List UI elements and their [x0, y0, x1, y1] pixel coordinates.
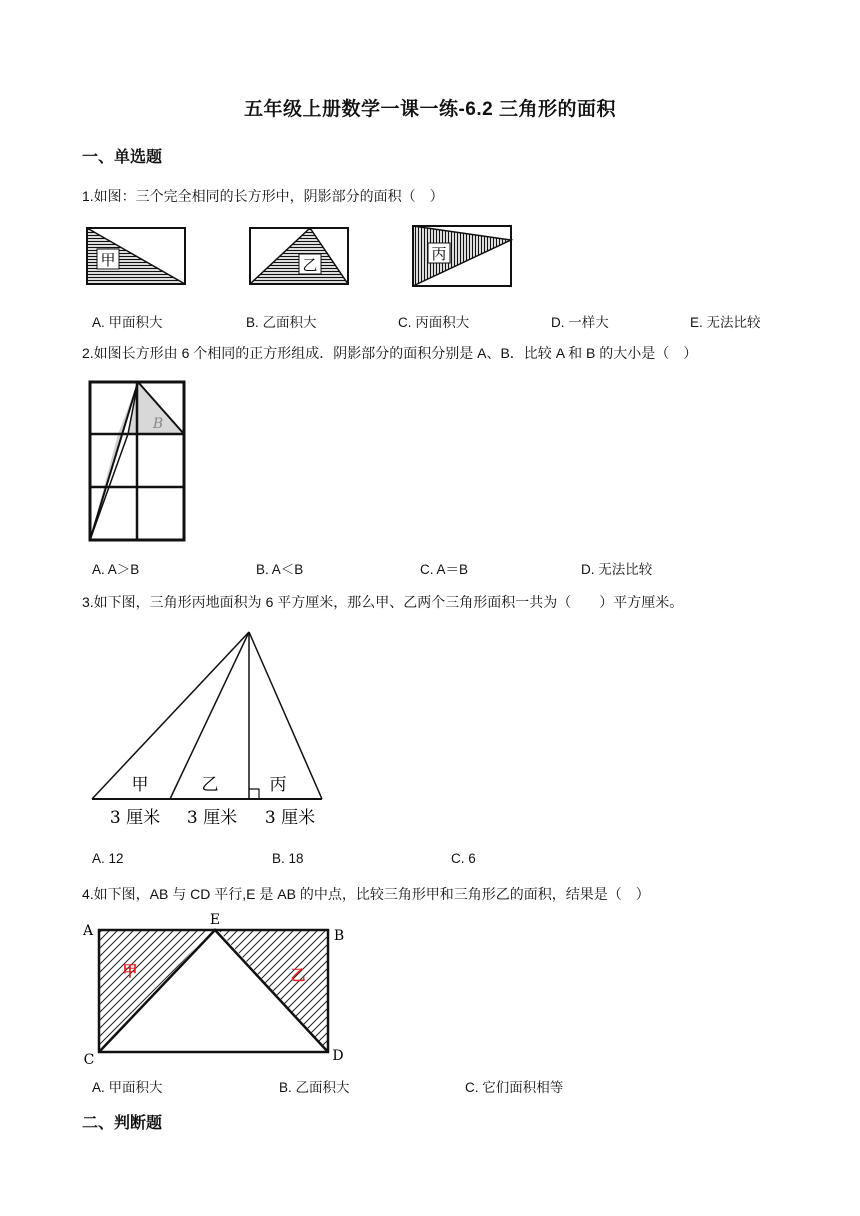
label-yi-1: 乙	[302, 256, 318, 274]
point-d: D	[332, 1048, 344, 1064]
label-yi-3: 乙	[201, 775, 219, 795]
question-3-stem: 3.如下图，三角形丙地面积为 6 平方厘米，那么甲、乙两个三角形面积一共为（ ）平方厘米。	[82, 594, 684, 610]
length-label-3: 3 厘米	[264, 808, 316, 828]
q3-option-b: B. 18	[272, 851, 304, 866]
length-label-2: 3 厘米	[186, 808, 238, 828]
question-1-stem: 1.如图：三个完全相同的长方形中，阴影部分的面积（ ）	[82, 188, 444, 204]
q1-option-d: D. 一样大	[551, 315, 609, 330]
rectangle-jia	[87, 228, 185, 284]
q3-option-a: A. 12	[92, 851, 124, 866]
length-label-1: 3 厘米	[109, 808, 161, 828]
label-b: B	[152, 416, 164, 432]
q1-option-a: A. 甲面积大	[92, 315, 163, 330]
section-heading-true-false: 二、判断题	[82, 1115, 163, 1132]
question-2-figure	[90, 382, 184, 540]
q2-option-d: D. 无法比较	[581, 562, 653, 577]
label-bing-1: 丙	[431, 245, 447, 263]
point-a: A	[82, 923, 94, 939]
q3-option-c: C. 6	[451, 851, 476, 866]
label-yi-4: 乙	[290, 966, 306, 984]
label-jia-3: 甲	[131, 775, 149, 795]
label-jia-1: 甲	[100, 251, 116, 269]
q4-option-b: B. 乙面积大	[279, 1080, 350, 1095]
q4-option-c: C. 它们面积相等	[465, 1080, 564, 1095]
section-heading-single-choice: 一、单选题	[82, 149, 163, 166]
q1-option-b: B. 乙面积大	[246, 315, 317, 330]
question-3-figure	[92, 632, 322, 828]
rectangle-yi	[250, 228, 348, 284]
label-jia-4: 甲	[122, 962, 138, 980]
page-title: 五年级上册数学一课一练-6.2 三角形的面积	[243, 99, 617, 120]
question-2-stem: 2.如图长方形由 6 个相同的正方形组成．阴影部分的面积分别是 A、B．比较 A 和 B 的大小是（ ）	[82, 345, 698, 361]
question-4-stem: 4.如下图，AB 与 CD 平行,E 是 AB 的中点，比较三角形甲和三角形乙的面积，结果是（ ）	[82, 886, 650, 902]
point-c: C	[83, 1052, 95, 1068]
rectangle-bing	[413, 226, 511, 286]
q1-option-c: C. 丙面积大	[398, 315, 470, 330]
q2-option-c: C. A＝B	[420, 562, 469, 577]
q2-option-a: A. A＞B	[92, 562, 140, 577]
point-e: E	[209, 912, 221, 928]
q4-option-a: A. 甲面积大	[92, 1080, 163, 1095]
q1-option-e: E. 无法比较	[690, 315, 761, 330]
point-b: B	[333, 928, 345, 944]
q2-option-b: B. A＜B	[256, 562, 304, 577]
label-bing-3: 丙	[269, 775, 287, 795]
question-4-figure	[82, 912, 344, 1068]
